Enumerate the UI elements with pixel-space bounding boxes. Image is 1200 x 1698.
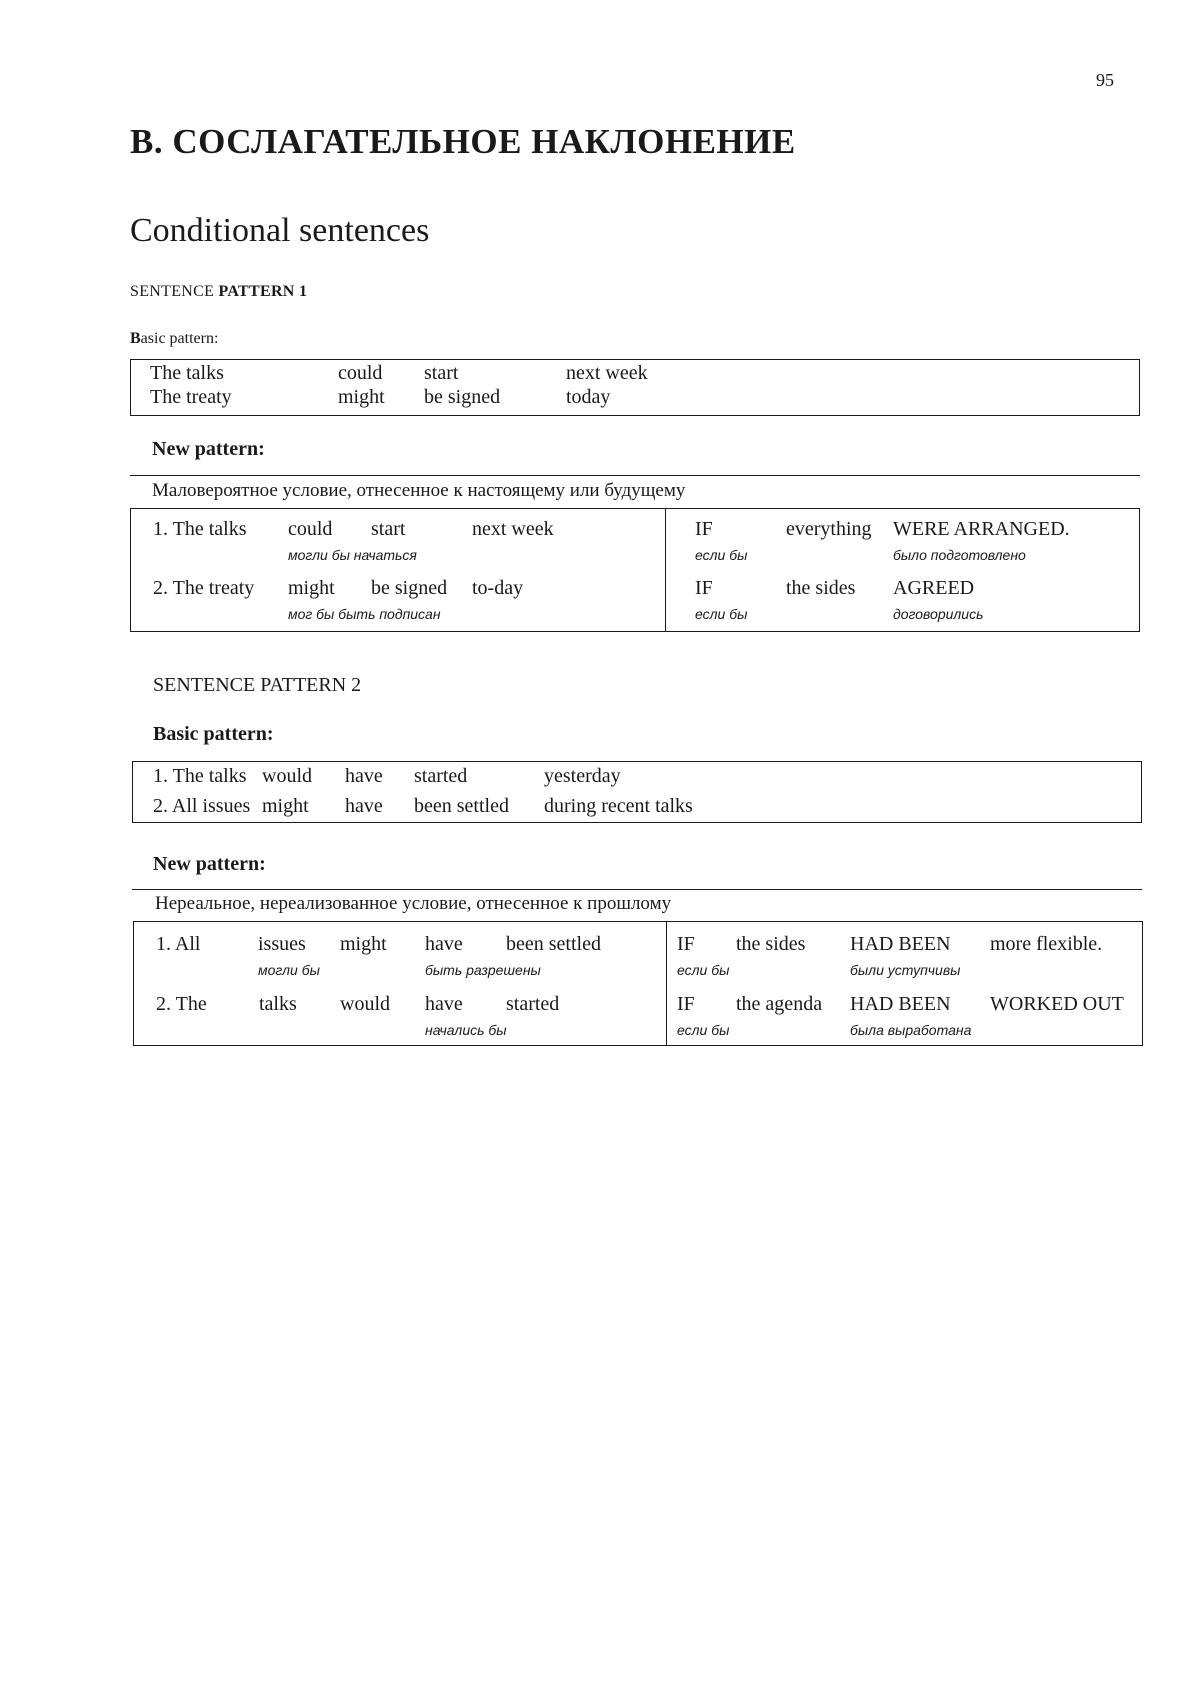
translation: могли бы начаться <box>288 547 417 563</box>
table-cell: today <box>566 386 610 409</box>
table-cell: issues <box>258 933 306 956</box>
table-cell: during recent talks <box>544 795 693 818</box>
pattern1-new-label: New pattern: <box>152 438 265 461</box>
translation: было подготовлено <box>893 547 1026 563</box>
table-cell: next week <box>566 362 648 385</box>
table-cell: yesterday <box>544 765 621 788</box>
table-cell: started <box>506 993 559 1016</box>
pattern1-heading <box>130 283 307 301</box>
table-cell: have <box>345 765 383 788</box>
table-cell: IF <box>677 933 695 956</box>
table-cell: would <box>340 993 390 1016</box>
translation: начались бы <box>425 1022 507 1038</box>
table-cell: 2. The treaty <box>153 577 254 600</box>
table-cell: AGREED <box>893 577 974 600</box>
translation: могли бы <box>258 962 320 978</box>
pattern2-new-label: New pattern: <box>153 853 266 876</box>
column-separator <box>666 921 667 1046</box>
pattern2-note: Нереальное, нереализованное условие, отнесенное к прошлому <box>155 893 671 915</box>
table-cell: might <box>338 386 385 409</box>
table-cell: more flexible. <box>990 933 1102 956</box>
pattern2-heading: SENTENCE PATTERN 2 <box>153 674 361 697</box>
translation: мог бы быть подписан <box>288 606 441 622</box>
pattern2-basic-label: Basic pattern: <box>153 723 274 746</box>
table-cell: the sides <box>736 933 805 956</box>
page-number: 95 <box>1096 70 1114 91</box>
table-cell: to-day <box>472 577 523 600</box>
table-cell: 2. All issues <box>153 795 250 818</box>
table-cell: be signed <box>424 386 500 409</box>
pattern1-heading-prefix: SENTENCE <box>130 283 218 300</box>
divider <box>130 475 1140 476</box>
table-cell: IF <box>695 518 713 541</box>
translation: быть разрешены <box>425 962 541 978</box>
pattern1-basic-label-rest: asic pattern: <box>141 330 219 347</box>
table-cell: the sides <box>786 577 855 600</box>
table-cell: been settled <box>506 933 601 956</box>
table-cell: start <box>424 362 458 385</box>
table-cell: would <box>262 765 312 788</box>
table-cell: IF <box>695 577 713 600</box>
table-cell: might <box>288 577 335 600</box>
chapter-title: B. СОСЛАГАТЕЛЬНОЕ НАКЛОНЕНИЕ <box>130 122 796 162</box>
table-cell: 1. All <box>156 933 200 956</box>
table-cell: The talks <box>150 362 224 385</box>
table-cell: have <box>345 795 383 818</box>
table-cell: everything <box>786 518 872 541</box>
table-cell: have <box>425 933 463 956</box>
column-separator <box>665 508 666 632</box>
table-cell: 1. The talks <box>153 765 247 788</box>
table-cell: The treaty <box>150 386 232 409</box>
divider <box>132 889 1142 890</box>
table-cell: have <box>425 993 463 1016</box>
table-cell: WORKED OUT <box>990 993 1124 1016</box>
pattern1-note: Маловероятное условие, отнесенное к настоящему или будущему <box>152 480 685 502</box>
table-cell: HAD BEEN <box>850 993 951 1016</box>
translation: если бы <box>677 962 729 978</box>
table-cell: might <box>262 795 309 818</box>
translation: если бы <box>695 606 747 622</box>
table-cell: might <box>340 933 387 956</box>
translation: были уступчивы <box>850 962 960 978</box>
table-cell: next week <box>472 518 554 541</box>
table-cell: the agenda <box>736 993 822 1016</box>
translation: договорились <box>893 606 983 622</box>
table-cell: be signed <box>371 577 447 600</box>
table-cell: WERE ARRANGED. <box>893 518 1070 541</box>
table-cell: start <box>371 518 405 541</box>
table-cell: could <box>288 518 332 541</box>
table-cell: HAD BEEN <box>850 933 951 956</box>
pattern1-heading-number: PATTERN 1 <box>218 283 307 300</box>
pattern1-basic-label <box>130 330 218 348</box>
translation: была выработана <box>850 1022 971 1038</box>
table-cell: IF <box>677 993 695 1016</box>
table-cell: talks <box>259 993 297 1016</box>
table-cell: 2. The <box>156 993 207 1016</box>
pattern1-basic-label-initial: B <box>130 330 141 347</box>
table-cell: 1. The talks <box>153 518 247 541</box>
table-cell: started <box>414 765 467 788</box>
table-cell: could <box>338 362 382 385</box>
table-cell: been settled <box>414 795 509 818</box>
section-title: Conditional sentences <box>130 212 429 250</box>
translation: если бы <box>695 547 747 563</box>
translation: если бы <box>677 1022 729 1038</box>
